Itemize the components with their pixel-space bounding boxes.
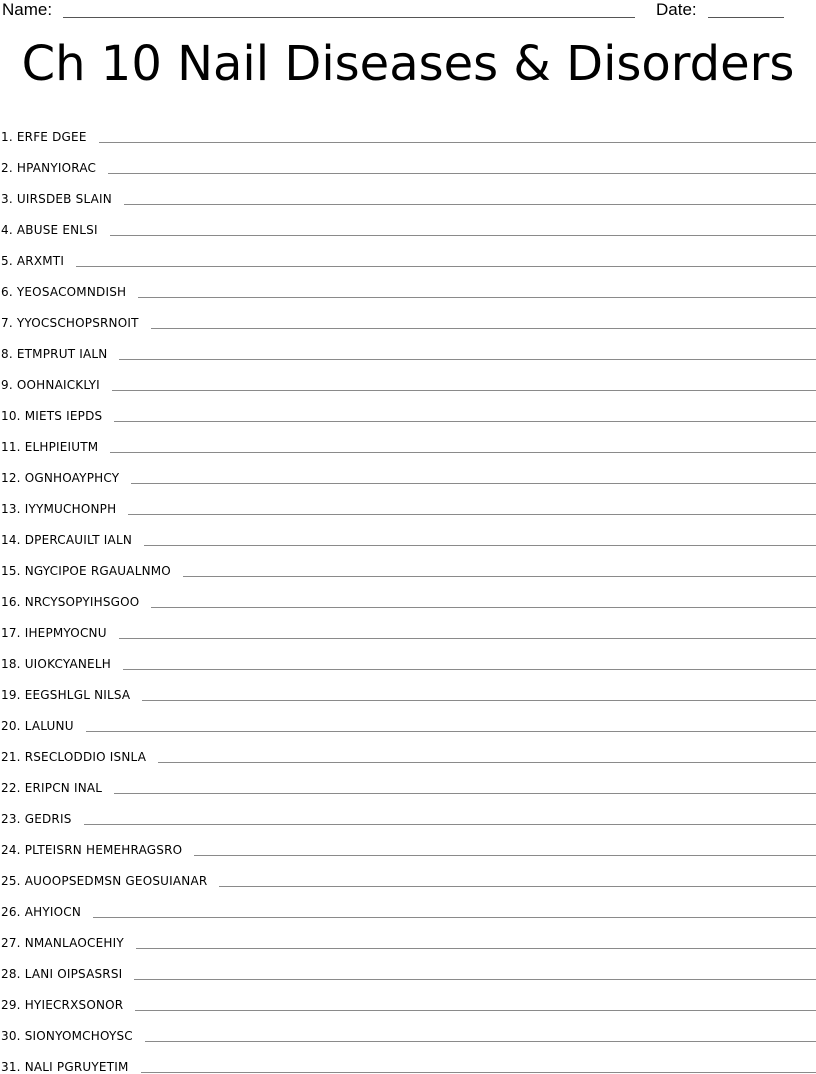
- list-item: [0, 981, 816, 1012]
- list-item: [0, 237, 816, 268]
- answer-line[interactable]: [136, 947, 816, 949]
- item-number: 4.: [1, 223, 13, 237]
- answer-line[interactable]: [76, 265, 816, 267]
- answer-line[interactable]: [145, 1040, 816, 1042]
- scrambled-word: YYOCSCHOPSRNOIT: [16, 316, 139, 330]
- scrambled-word: RSECLODDIO ISNLA: [24, 750, 147, 764]
- word-scramble-list: [0, 113, 816, 1074]
- item-number: 6.: [1, 285, 13, 299]
- item-number: 1.: [1, 130, 13, 144]
- answer-line[interactable]: [99, 141, 816, 143]
- list-item: [0, 113, 816, 144]
- list-item: [0, 175, 816, 206]
- item-number: 3.: [1, 192, 13, 206]
- answer-line[interactable]: [134, 978, 816, 980]
- item-number: 16.: [1, 595, 21, 609]
- scrambled-word: HYIECRXSONOR: [24, 998, 124, 1012]
- scrambled-word-label: [0, 471, 119, 485]
- answer-line[interactable]: [142, 699, 816, 701]
- scrambled-word: LALUNU: [24, 719, 74, 733]
- scrambled-word: YEOSACOMNDISH: [16, 285, 127, 299]
- item-number: 27.: [1, 936, 21, 950]
- item-number: 30.: [1, 1029, 21, 1043]
- item-number: 28.: [1, 967, 21, 981]
- item-number: 8.: [1, 347, 13, 361]
- item-number: 5.: [1, 254, 13, 268]
- list-item: [0, 144, 816, 175]
- list-item: [0, 857, 816, 888]
- scrambled-word: IHEPMYOCNU: [24, 626, 107, 640]
- list-item: [0, 268, 816, 299]
- scrambled-word-label: [0, 223, 98, 237]
- answer-line[interactable]: [144, 544, 816, 546]
- scrambled-word-label: [0, 285, 126, 299]
- answer-line[interactable]: [110, 451, 816, 453]
- date-label: Date:: [656, 0, 697, 19]
- scrambled-word-label: [0, 378, 100, 392]
- list-item: [0, 950, 816, 981]
- list-item: [0, 361, 816, 392]
- answer-line[interactable]: [119, 637, 816, 639]
- item-number: 20.: [1, 719, 21, 733]
- item-number: 25.: [1, 874, 21, 888]
- item-number: 2.: [1, 161, 13, 175]
- scrambled-word-label: [0, 316, 139, 330]
- list-item: [0, 392, 816, 423]
- scrambled-word: PLTEISRN HEMEHRAGSRO: [24, 843, 183, 857]
- answer-line[interactable]: [93, 916, 816, 918]
- list-item: [0, 609, 816, 640]
- answer-line[interactable]: [151, 327, 816, 329]
- scrambled-word: UIOKCYANELH: [24, 657, 111, 671]
- list-item: [0, 795, 816, 826]
- item-number: 21.: [1, 750, 21, 764]
- scrambled-word: AUOOPSEDMSN GEOSUIANAR: [24, 874, 208, 888]
- list-item: [0, 702, 816, 733]
- scrambled-word: ETMPRUT IALN: [16, 347, 108, 361]
- scrambled-word-label: [0, 967, 122, 981]
- scrambled-word-label: [0, 254, 64, 268]
- scrambled-word-label: [0, 347, 107, 361]
- scrambled-word: DPERCAUILT IALN: [24, 533, 132, 547]
- list-item: [0, 1012, 816, 1043]
- list-item: [0, 206, 816, 237]
- scrambled-word-label: [0, 161, 96, 175]
- answer-line[interactable]: [112, 389, 816, 391]
- scrambled-word: IYYMUCHONPH: [24, 502, 117, 516]
- answer-line[interactable]: [194, 854, 816, 856]
- item-number: 10.: [1, 409, 21, 423]
- list-item: [0, 826, 816, 857]
- answer-line[interactable]: [141, 1071, 816, 1073]
- page-title: Ch 10 Nail Diseases & Disorders: [21, 36, 795, 92]
- scrambled-word-label: [0, 595, 139, 609]
- scrambled-word-label: [0, 688, 130, 702]
- scrambled-word-label: [0, 781, 102, 795]
- list-item: [0, 485, 816, 516]
- scrambled-word-label: [0, 564, 171, 578]
- list-item: [0, 733, 816, 764]
- scrambled-word-label: [0, 750, 146, 764]
- list-item: [0, 330, 816, 361]
- scrambled-word-label: [0, 998, 123, 1012]
- scrambled-word: ELHPIEIUTM: [24, 440, 99, 454]
- scrambled-word: AHYIOCN: [24, 905, 82, 919]
- list-item: [0, 671, 816, 702]
- scrambled-word-label: [0, 440, 98, 454]
- name-field-line[interactable]: [63, 17, 635, 18]
- scrambled-word-label: [0, 843, 182, 857]
- answer-line[interactable]: [128, 513, 816, 515]
- name-label: Name:: [2, 0, 53, 19]
- item-number: 17.: [1, 626, 21, 640]
- item-number: 24.: [1, 843, 21, 857]
- answer-line[interactable]: [124, 203, 816, 205]
- answer-line[interactable]: [110, 234, 816, 236]
- scrambled-word-label: [0, 874, 207, 888]
- answer-line[interactable]: [114, 792, 816, 794]
- list-item: [0, 919, 816, 950]
- list-item: [0, 299, 816, 330]
- item-number: 18.: [1, 657, 21, 671]
- item-number: 22.: [1, 781, 21, 795]
- scrambled-word: ERFE DGEE: [16, 130, 87, 144]
- answer-line[interactable]: [123, 668, 816, 670]
- scrambled-word-label: [0, 533, 132, 547]
- item-number: 15.: [1, 564, 21, 578]
- scrambled-word: EEGSHLGL NILSA: [24, 688, 131, 702]
- item-number: 29.: [1, 998, 21, 1012]
- list-item: [0, 640, 816, 671]
- scrambled-word-label: [0, 409, 102, 423]
- answer-line[interactable]: [219, 885, 816, 887]
- scrambled-word: ERIPCN INAL: [24, 781, 103, 795]
- answer-line[interactable]: [158, 761, 816, 763]
- answer-line[interactable]: [183, 575, 816, 577]
- item-number: 26.: [1, 905, 21, 919]
- scrambled-word-label: [0, 657, 111, 671]
- list-item: [0, 888, 816, 919]
- scrambled-word: SIONYOMCHOYSC: [24, 1029, 133, 1043]
- list-item: [0, 1043, 816, 1074]
- scrambled-word: NALI PGRUYETIM: [24, 1060, 129, 1074]
- list-item: [0, 516, 816, 547]
- scrambled-word-label: [0, 936, 124, 950]
- scrambled-word-label: [0, 130, 87, 144]
- scrambled-word-label: [0, 1029, 133, 1043]
- scrambled-word: GEDRIS: [24, 812, 72, 826]
- item-number: 11.: [1, 440, 21, 454]
- item-number: 9.: [1, 378, 13, 392]
- answer-line[interactable]: [119, 358, 816, 360]
- scrambled-word-label: [0, 192, 112, 206]
- scrambled-word: MIETS IEPDS: [24, 409, 103, 423]
- item-number: 13.: [1, 502, 21, 516]
- list-item: [0, 423, 816, 454]
- scrambled-word: NGYCIPOE RGAUALNMO: [24, 564, 171, 578]
- scrambled-word: NRCYSOPYIHSGOO: [24, 595, 140, 609]
- worksheet-header: [0, 0, 816, 22]
- scrambled-word: OOHNAICKLYI: [16, 378, 100, 392]
- list-item: [0, 547, 816, 578]
- scrambled-word-label: [0, 502, 116, 516]
- answer-line[interactable]: [86, 730, 816, 732]
- answer-line[interactable]: [114, 420, 816, 422]
- answer-line[interactable]: [138, 296, 816, 298]
- answer-line[interactable]: [135, 1009, 816, 1011]
- scrambled-word: ABUSE ENLSI: [16, 223, 98, 237]
- scrambled-word: HPANYIORAC: [16, 161, 97, 175]
- scrambled-word: ARXMTI: [16, 254, 65, 268]
- scrambled-word-label: [0, 1060, 129, 1074]
- scrambled-word-label: [0, 812, 72, 826]
- list-item: [0, 454, 816, 485]
- answer-line[interactable]: [131, 482, 816, 484]
- answer-line[interactable]: [84, 823, 816, 825]
- date-field-line[interactable]: [708, 17, 784, 18]
- scrambled-word-label: [0, 719, 74, 733]
- scrambled-word: OGNHOAYPHCY: [24, 471, 120, 485]
- item-number: 12.: [1, 471, 21, 485]
- list-item: [0, 578, 816, 609]
- item-number: 19.: [1, 688, 21, 702]
- item-number: 23.: [1, 812, 21, 826]
- item-number: 7.: [1, 316, 13, 330]
- scrambled-word: NMANLAOCEHIY: [24, 936, 124, 950]
- scrambled-word: UIRSDEB SLAIN: [16, 192, 112, 206]
- answer-line[interactable]: [151, 606, 816, 608]
- scrambled-word: LANI OIPSASRSI: [24, 967, 123, 981]
- scrambled-word-label: [0, 626, 107, 640]
- item-number: 31.: [1, 1060, 21, 1074]
- scrambled-word-label: [0, 905, 81, 919]
- answer-line[interactable]: [108, 172, 816, 174]
- item-number: 14.: [1, 533, 21, 547]
- list-item: [0, 764, 816, 795]
